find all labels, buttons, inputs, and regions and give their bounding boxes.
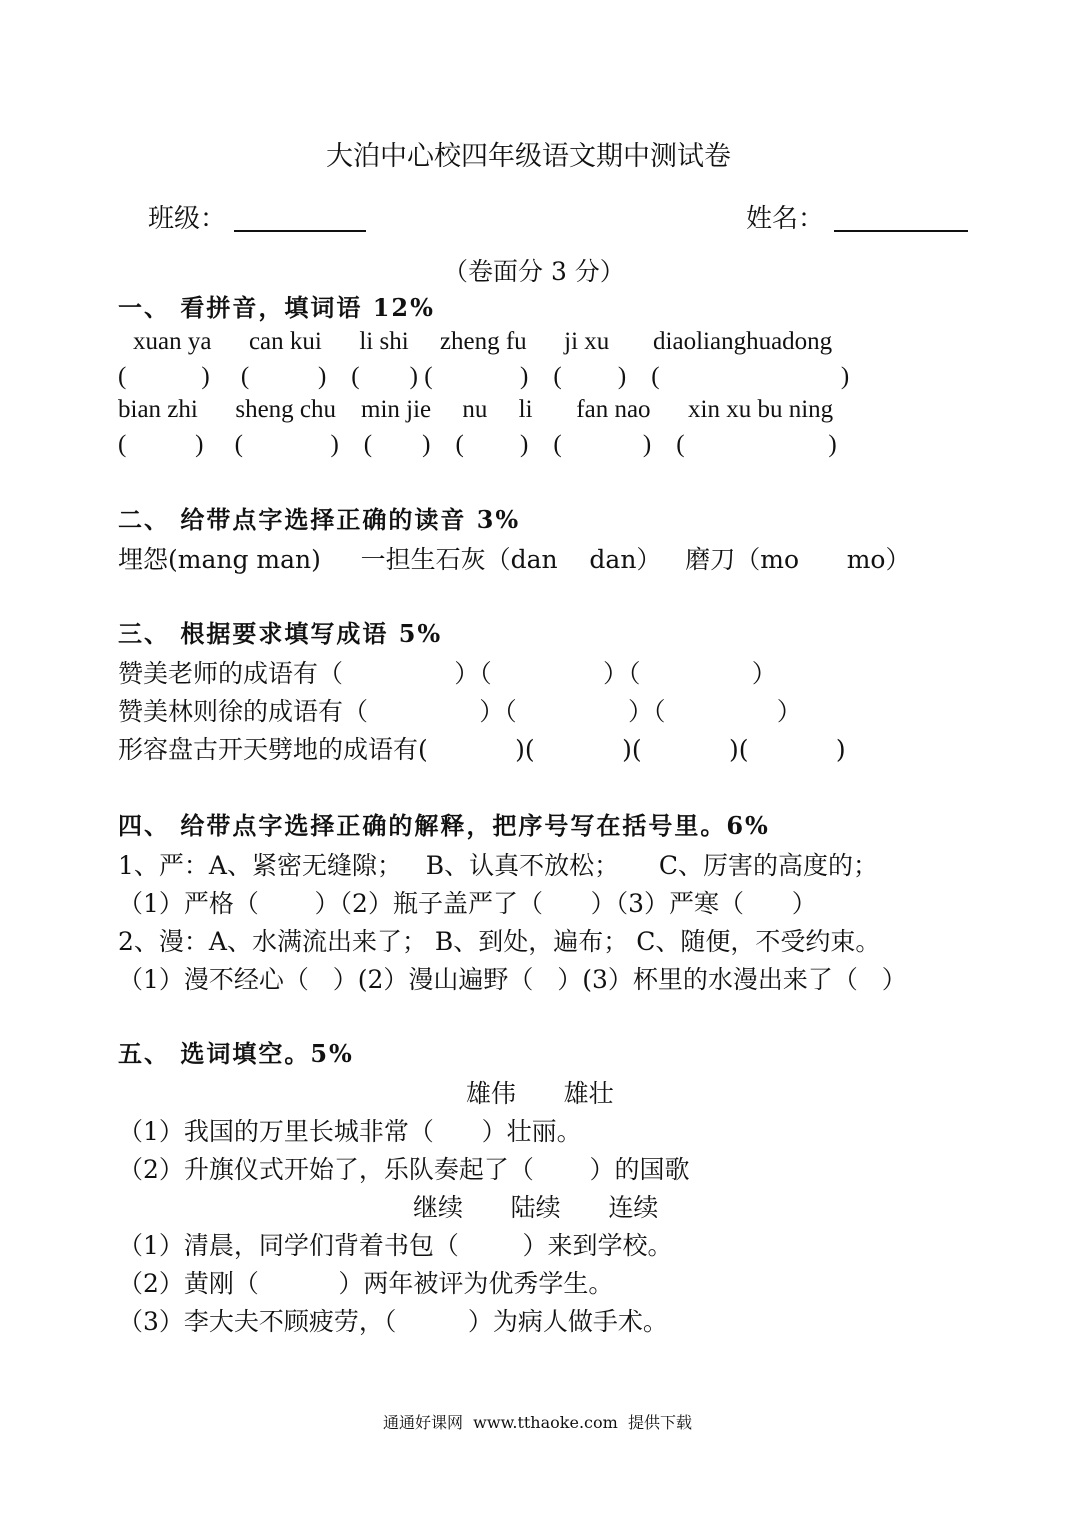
section5-heading: 五、 选词填空。5% bbox=[118, 1039, 354, 1068]
answer-blanks-row2[interactable]: ( ) ( ) ( ) ( ) ( ) ( ) bbox=[118, 431, 837, 458]
idiom-line[interactable]: 赞美老师的成语有（ ）（ ）（ ） bbox=[118, 659, 777, 688]
fill-in-line[interactable]: （3）李大夫不顾疲劳，（ ）为病人做手术。 bbox=[118, 1307, 668, 1336]
definition-line: 1、严：A、紧密无缝隙； B、认真不放松； C、厉害的高度的； bbox=[118, 851, 879, 880]
definition-answer-line[interactable]: （1）严格（ ）（2）瓶子盖严了（ ）（3）严寒（ ） bbox=[118, 889, 817, 918]
idiom-line[interactable]: 赞美林则徐的成语有（ ）（ ）（ ） bbox=[118, 697, 802, 726]
score-note: （卷面分 3 分） bbox=[443, 257, 625, 286]
word-choices-1: 雄伟 雄壮 bbox=[466, 1079, 614, 1108]
pinyin-row2: bian zhi sheng chu min jie nu li fan nao xin xu bu ning bbox=[118, 396, 834, 423]
fill-in-line[interactable]: （2）升旗仪式开始了，乐队奏起了（ ）的国歌 bbox=[118, 1155, 690, 1184]
fill-in-line[interactable]: （1）我国的万里长城非常（ ）壮丽。 bbox=[118, 1117, 582, 1146]
section1-heading: 一、 看拼音，填词语 12% bbox=[118, 293, 435, 322]
name-blank[interactable] bbox=[834, 230, 968, 232]
class-label: 班级： bbox=[148, 204, 227, 234]
name-label: 姓名： bbox=[746, 204, 825, 234]
footer-credit: 通通好课网 www.tthaoke.com 提供下载 bbox=[383, 1413, 692, 1432]
pinyin-row1: xuan ya can kui li shi zheng fu ji xu diaolianghuadong bbox=[133, 328, 833, 355]
section2-heading: 二、 给带点字选择正确的读音 3% bbox=[118, 505, 521, 534]
definition-line: 2、漫：A、水满流出来了； B、到处，遍布； C、随便，不受约束。 bbox=[118, 927, 881, 956]
definition-answer-line[interactable]: （1）漫不经心（ ）(2）漫山遍野（ ）(3）杯里的水漫出来了（ ） bbox=[118, 965, 907, 994]
page-title: 大泊中心校四年级语文期中测试卷 bbox=[326, 141, 731, 172]
section3-heading: 三、 根据要求填写成语 5% bbox=[118, 619, 443, 648]
fill-in-line[interactable]: （2）黄刚（ ）两年被评为优秀学生。 bbox=[118, 1269, 614, 1298]
section4-heading: 四、 给带点字选择正确的解释，把序号写在括号里。6% bbox=[118, 811, 770, 840]
fill-in-line[interactable]: （1）清晨，同学们背着书包（ ）来到学校。 bbox=[118, 1231, 673, 1260]
section2-line[interactable]: 埋怨(mang man) 一担生石灰（dan dan） 磨刀（mo mo） bbox=[118, 545, 911, 574]
class-blank[interactable] bbox=[234, 230, 366, 232]
word-choices-2: 继续 陆续 连续 bbox=[413, 1193, 659, 1222]
idiom-line[interactable]: 形容盘古开天劈地的成语有( )( )( )( ) bbox=[118, 735, 846, 764]
answer-blanks-row1[interactable]: ( ) ( ) ( ) ( ) ( ) ( ) bbox=[118, 363, 850, 390]
